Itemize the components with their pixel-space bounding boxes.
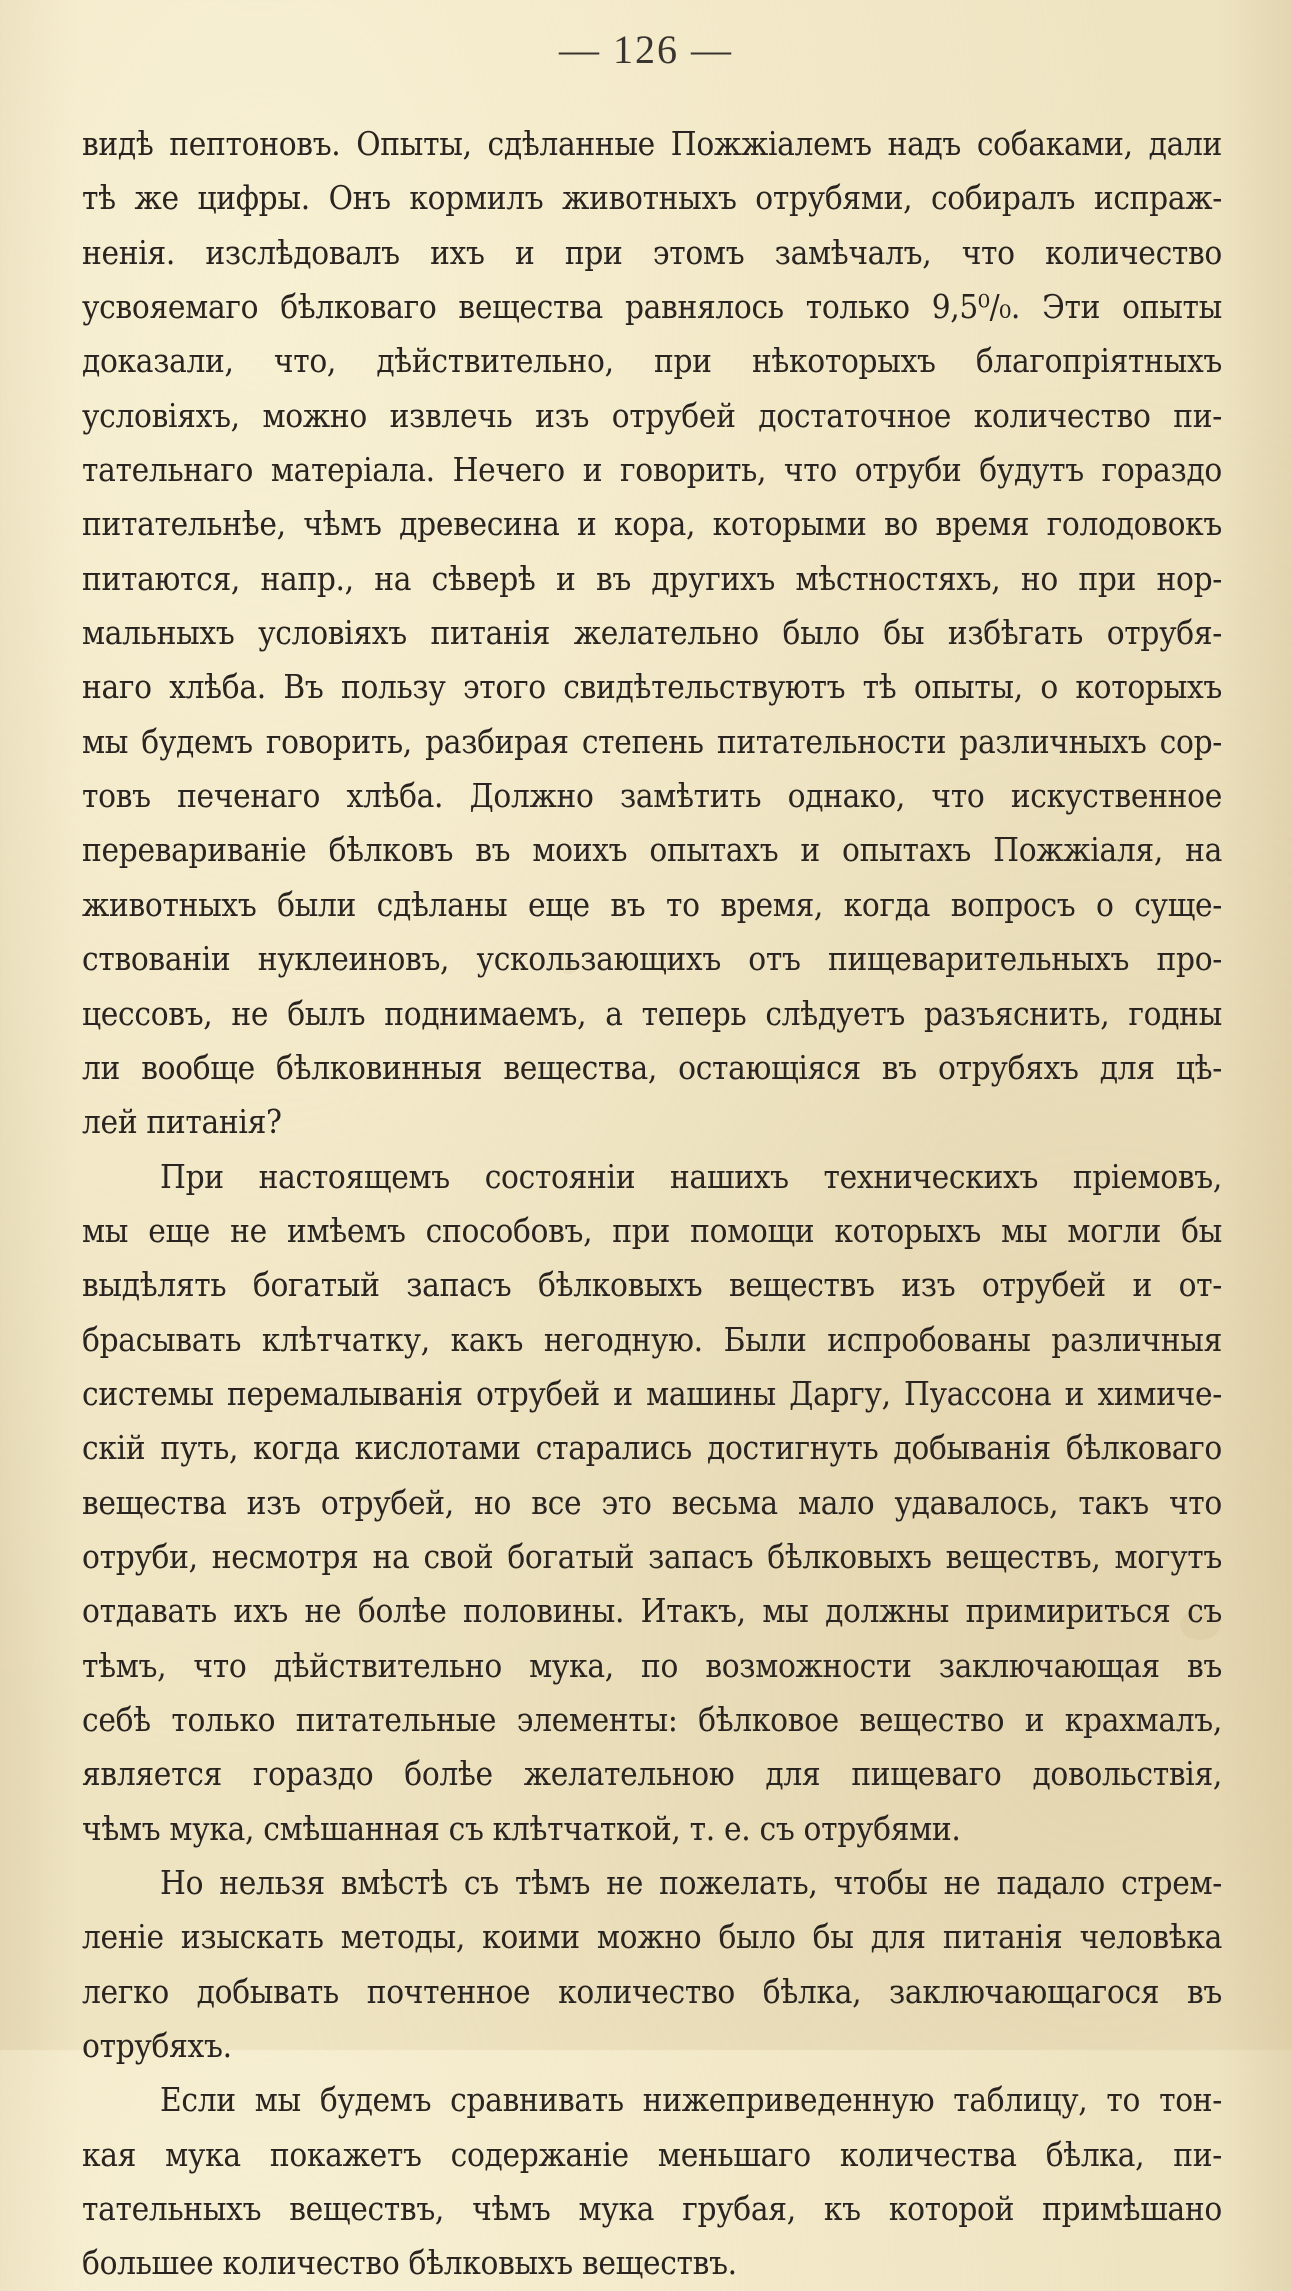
text-line: тѣмъ, что дѣйствительно мука, по возможности заключающая въ [82, 1645, 1222, 1685]
text-line: лей питанія? [82, 1102, 282, 1142]
text-line: является гораздо болѣе желательною для пищеваго довольствія, [82, 1754, 1222, 1794]
text-line: перевариваніе бѣлковъ въ моихъ опытахъ и опытахъ Пожжіаля, на [82, 830, 1222, 870]
text-line: легко добывать почтенное количество бѣлка, заключающагося въ [82, 1971, 1222, 2011]
text-line: отрубяхъ. [82, 2026, 232, 2066]
text-line: чѣмъ мука, смѣшанная съ клѣтчаткой, т. е. съ отрубями. [82, 1808, 961, 1848]
text-line: мальныхъ условіяхъ питанія желательно было бы избѣгать отрубя- [82, 613, 1222, 653]
text-line: большее количество бѣлковыхъ веществъ. [82, 2243, 737, 2283]
text-line: себѣ только питательные элементы: бѣлковое вещество и крахмалъ, [82, 1699, 1222, 1739]
text-line: тательныхъ веществъ, чѣмъ мука грубая, къ которой примѣшано [82, 2189, 1222, 2229]
text-line: ненія. изслѣдовалъ ихъ и при этомъ замѣчалъ, что количество [82, 232, 1222, 272]
text-line: ствованіи нуклеиновъ, ускользающихъ отъ пищеварительныхъ про- [82, 939, 1222, 979]
text-line: питательнѣе, чѣмъ древесина и кора, которыми во время голодовокъ [82, 504, 1222, 544]
text-line: наго хлѣба. Въ пользу этого свидѣтельствуютъ тѣ опыты, о которыхъ [82, 667, 1222, 707]
text-line: отруби, несмотря на свой богатый запасъ бѣлковыхъ веществъ, могутъ [82, 1536, 1222, 1576]
text-line: Если мы будемъ сравнивать нижеприведенную таблицу, то тон- [160, 2080, 1222, 2120]
text-line: тѣ же цифры. Онъ кормилъ животныхъ отрубями, собиралъ испраж- [82, 178, 1222, 218]
text-line: ли вообще бѣлковинныя вещества, остающіяся въ отрубяхъ для цѣ- [82, 1047, 1222, 1087]
text-line: усвояемаго бѣлковаго вещества равнялось только 9,5⁰/₀. Эти опыты [82, 287, 1222, 327]
text-line: видѣ пептоновъ. Опыты, сдѣланные Пожжіалемъ надъ собаками, дали [82, 124, 1222, 163]
text-line: мы еще не имѣемъ способовъ, при помощи которыхъ мы могли бы [82, 1210, 1222, 1250]
text-line: товъ печенаго хлѣба. Должно замѣтить однако, что искуственное [82, 776, 1222, 816]
text-line: доказали, что, дѣйствительно, при нѣкоторыхъ благопріятныхъ [82, 341, 1222, 381]
body-text [82, 117, 1222, 2291]
text-line: выдѣлять богатый запасъ бѣлковыхъ веществъ изъ отрубей и от- [82, 1265, 1222, 1305]
text-line: системы перемалыванія отрубей и машины Даргу, Пуассона и химиче- [82, 1373, 1222, 1413]
text-line: животныхъ были сдѣланы еще въ то время, когда вопросъ о суще- [82, 884, 1222, 924]
text-line: леніе изыскать методы, коими можно было бы для питанія человѣка [82, 1917, 1222, 1957]
text-line: брасывать клѣтчатку, какъ негодную. Были испробованы различныя [82, 1319, 1222, 1359]
text-line: Но нельзя вмѣстѣ съ тѣмъ не пожелать, чтобы не падало стрем- [160, 1863, 1222, 1902]
text-line: При настоящемъ состояніи нашихъ техническихъ пріемовъ, [160, 1156, 1222, 1196]
text-line: тательнаго матеріала. Нечего и говорить, что отруби будутъ гораздо [82, 450, 1222, 490]
text-line: кая мука покажетъ содержаніе меньшаго количества бѣлка, пи- [82, 2134, 1222, 2174]
page-number: — 126 — [559, 27, 733, 72]
text-line: мы будемъ говорить, разбирая степень питательности различныхъ сор- [82, 721, 1222, 761]
text-line: скій путь, когда кислотами старались достигнуть добыванія бѣлковаго [82, 1428, 1222, 1468]
text-line: цессовъ, не былъ поднимаемъ, а теперь слѣдуетъ разъяснить, годны [82, 993, 1222, 1033]
text-line: условіяхъ, можно извлечь изъ отрубей достаточное количество пи- [82, 395, 1222, 435]
text-line: питаются, напр., на сѣверѣ и въ другихъ мѣстностяхъ, но при нор- [82, 558, 1222, 598]
text-line: вещества изъ отрубей, но все это весьма мало удавалось, такъ что [82, 1482, 1222, 1522]
text-line: отдавать ихъ не болѣе половины. Итакъ, мы должны примириться съ [82, 1591, 1222, 1631]
